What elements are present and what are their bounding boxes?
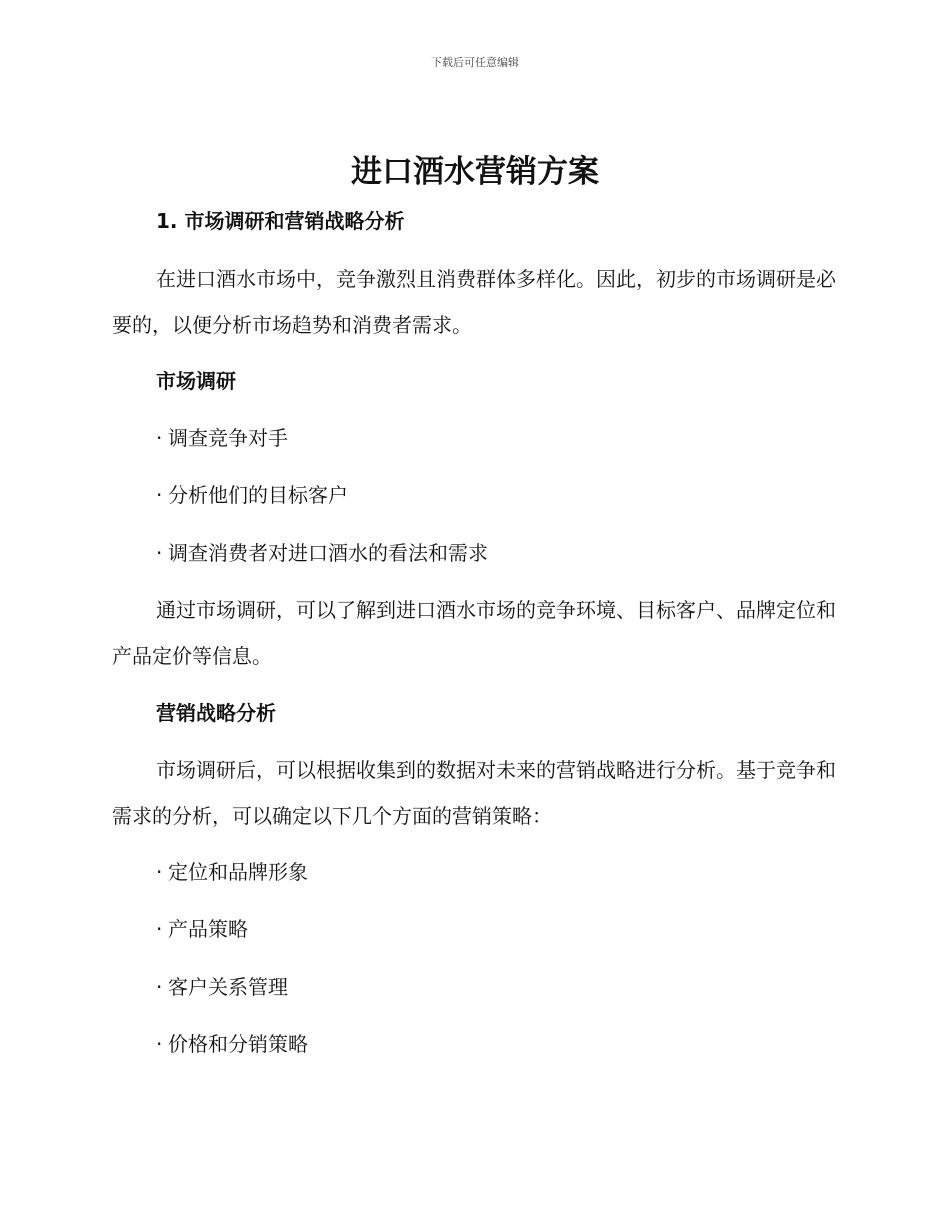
bullet-icon: ·: [156, 1032, 163, 1056]
bullet-icon: ·: [156, 975, 163, 999]
list-item: [156, 906, 836, 952]
list-item-text: 产品策略: [168, 917, 248, 941]
list-item: [156, 530, 836, 576]
intro-paragraph: 在进口酒水市场中，竞争激烈且消费群体多样化。因此，初步的市场调研是必要的，以便分析市场趋势和消费者需求。: [112, 267, 836, 337]
bullet-icon: ·: [156, 483, 163, 507]
list-item-text: 分析他们的目标客户: [168, 483, 348, 507]
bullet-icon: ·: [156, 917, 163, 941]
list-item-text: 调查消费者对进口酒水的看法和需求: [168, 541, 488, 565]
page-header-note: 下载后可任意编辑: [431, 56, 519, 69]
list-item-text: 客户关系管理: [168, 975, 288, 999]
document-title: 进口酒水营销方案: [351, 154, 599, 190]
bullet-icon: ·: [156, 426, 163, 450]
list-item: [156, 415, 836, 461]
list-item: [156, 472, 836, 518]
list-item-text: 价格和分销策略: [168, 1032, 308, 1056]
bullet-icon: ·: [156, 541, 163, 565]
subsection-heading-research: 市场调研: [156, 369, 236, 393]
section-heading: 1. 市场调研和营销战略分析: [156, 209, 405, 233]
bullet-icon: ·: [156, 860, 163, 884]
list-item-text: 定位和品牌形象: [168, 860, 308, 884]
list-item: [156, 964, 836, 1010]
strategy-paragraph: 市场调研后，可以根据收集到的数据对未来的营销战略进行分析。基于竞争和需求的分析，可以确定以下几个方面的营销策略：: [112, 758, 836, 828]
list-item-text: 调查竞争对手: [168, 426, 288, 450]
research-summary-paragraph: 通过市场调研，可以了解到进口酒水市场的竞争环境、目标客户、品牌定位和产品定价等信息。: [112, 598, 836, 668]
subsection-heading-strategy: 营销战略分析: [156, 701, 276, 725]
list-item: [156, 849, 836, 895]
list-item: [156, 1021, 836, 1067]
